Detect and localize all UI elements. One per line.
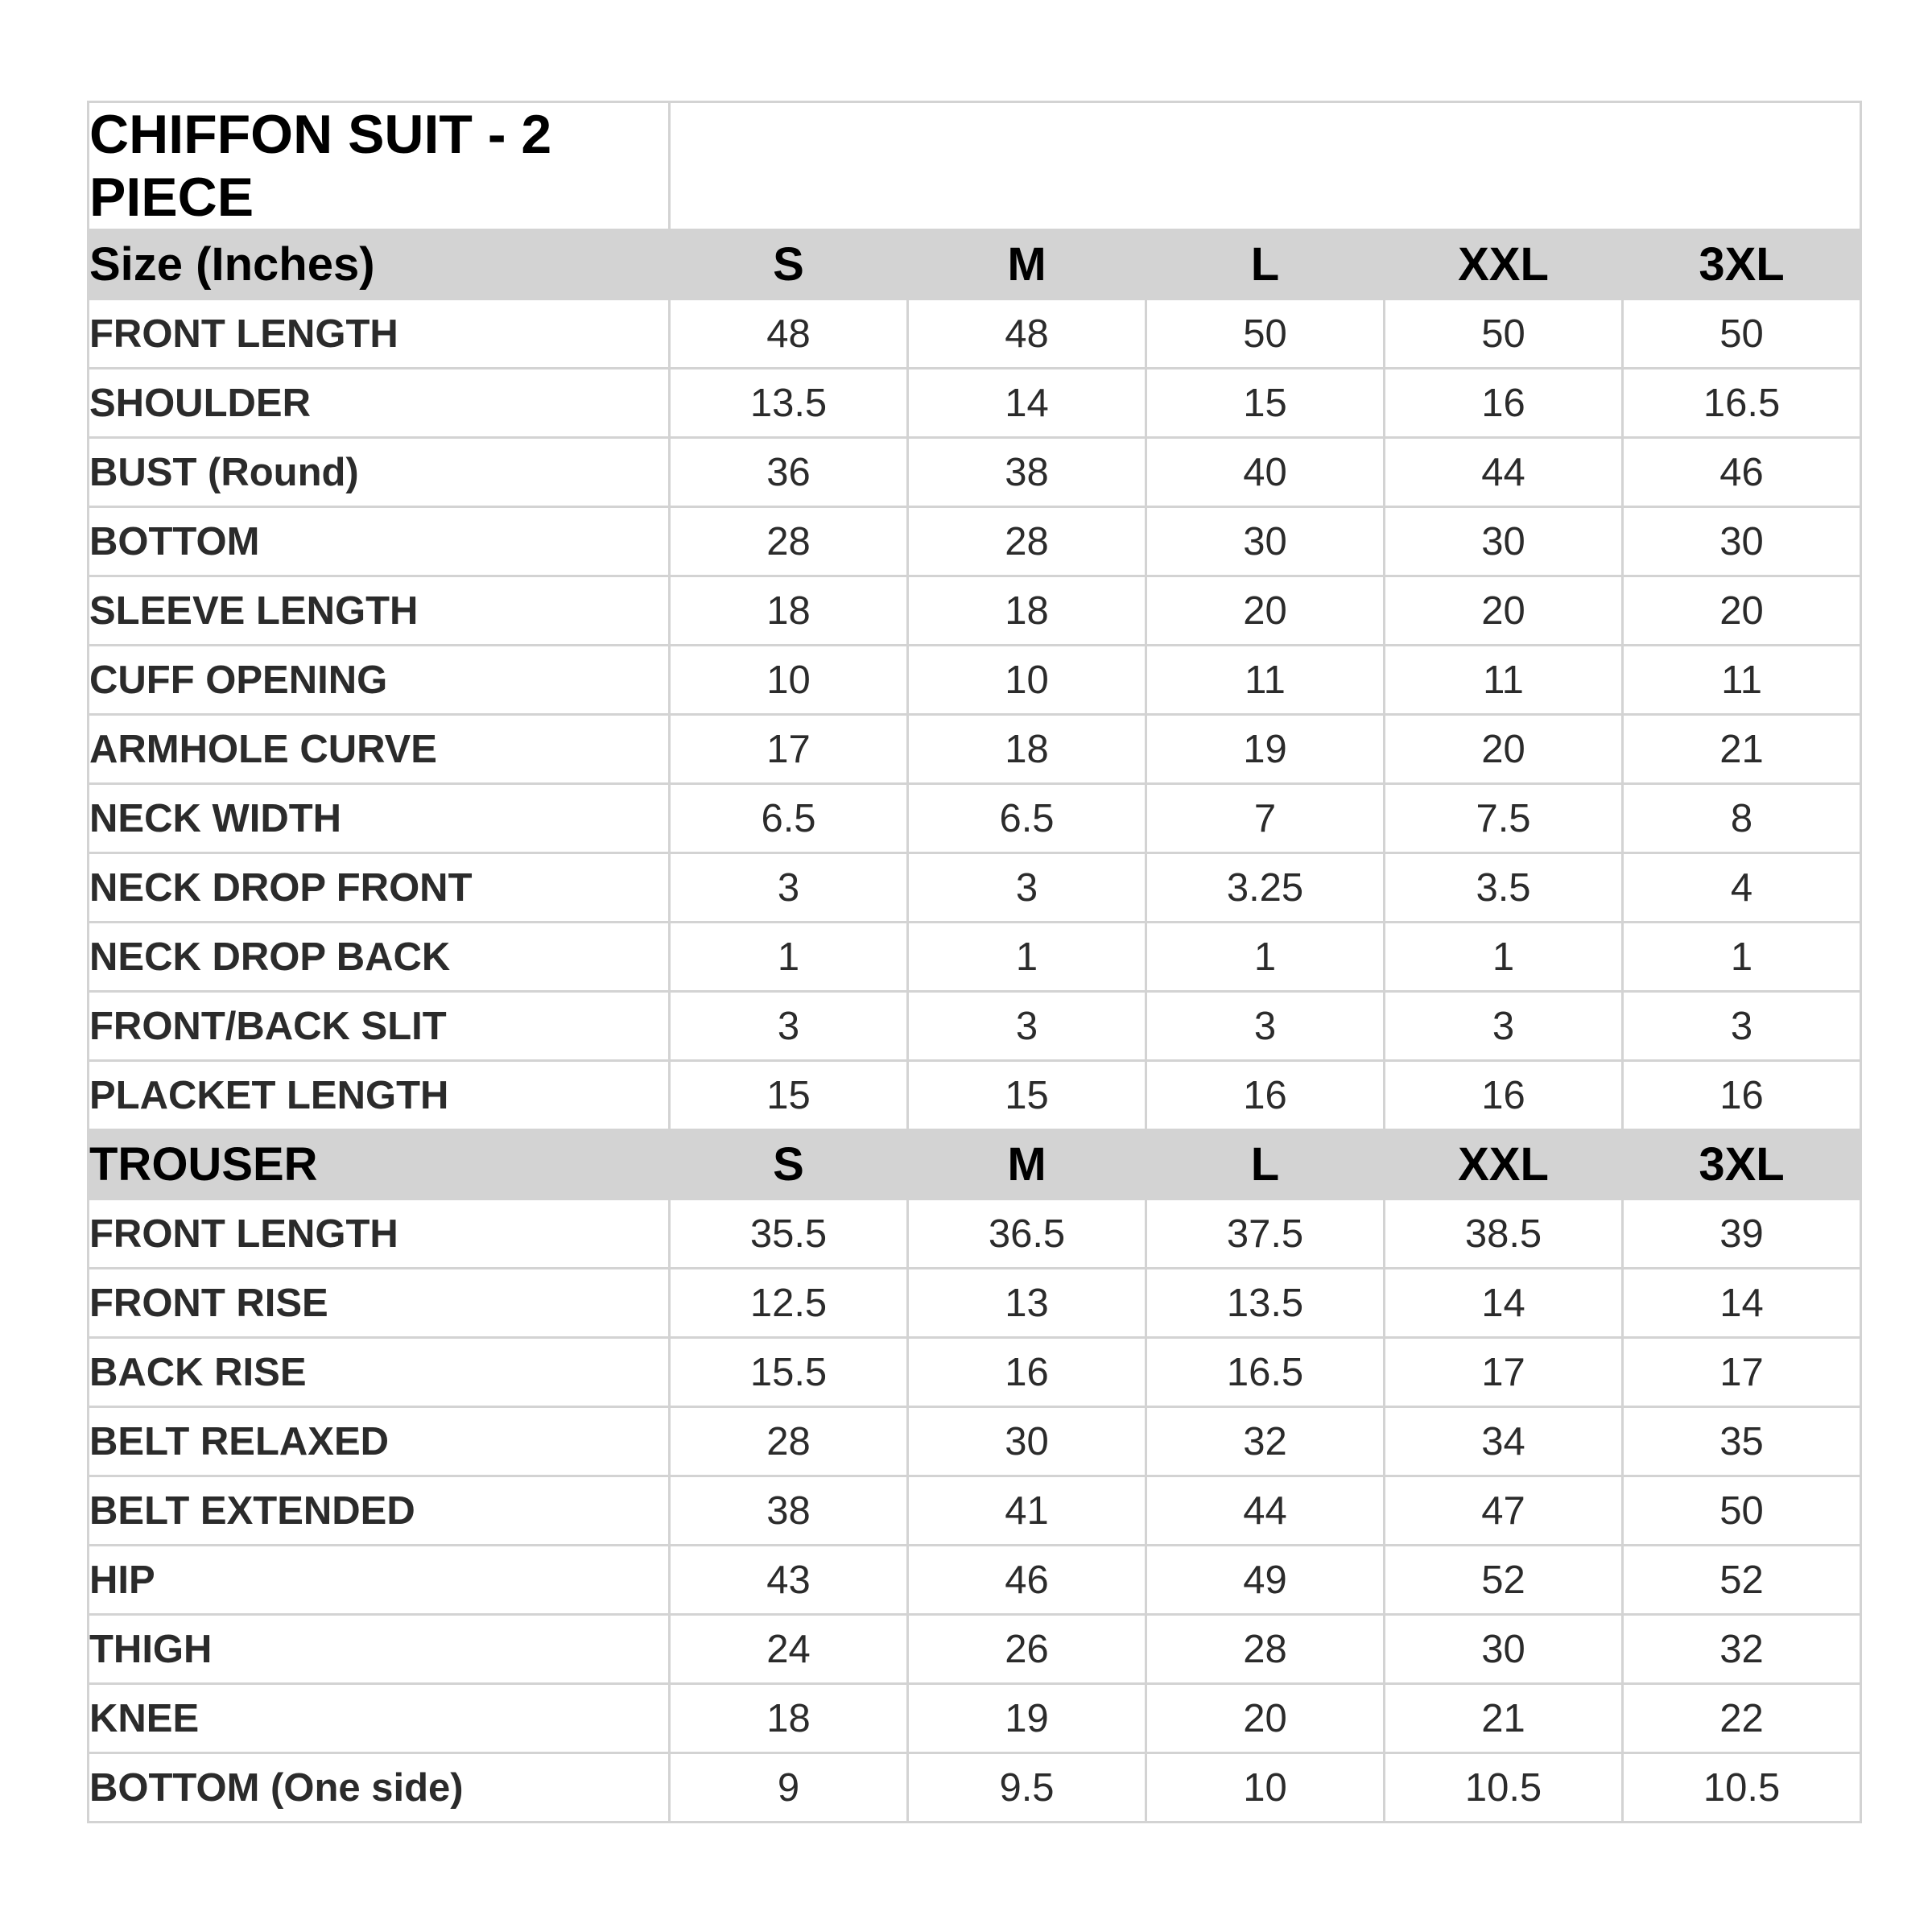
table-row bbox=[89, 369, 1861, 438]
measurement-value: 3 bbox=[1146, 992, 1385, 1061]
measurement-value: 1 bbox=[1385, 923, 1623, 992]
table-row bbox=[89, 438, 1861, 507]
measurement-value: 13.5 bbox=[670, 369, 908, 438]
size-column-header: XXL bbox=[1385, 230, 1623, 299]
measurement-value: 44 bbox=[1146, 1476, 1385, 1546]
measurement-label: FRONT LENGTH bbox=[89, 1199, 670, 1269]
measurement-label: PLACKET LENGTH bbox=[89, 1061, 670, 1130]
measurement-value: 18 bbox=[670, 576, 908, 646]
measurement-value: 16 bbox=[1623, 1061, 1861, 1130]
measurement-value: 30 bbox=[908, 1407, 1146, 1476]
measurement-value: 15.5 bbox=[670, 1338, 908, 1407]
section-header-row bbox=[89, 1130, 1861, 1199]
measurement-value: 17 bbox=[1385, 1338, 1623, 1407]
measurement-value: 22 bbox=[1623, 1684, 1861, 1753]
measurement-value: 36.5 bbox=[908, 1199, 1146, 1269]
table-row bbox=[89, 715, 1861, 784]
size-column-header: S bbox=[670, 230, 908, 299]
measurement-value: 10.5 bbox=[1623, 1753, 1861, 1823]
measurement-value: 1 bbox=[670, 923, 908, 992]
table-row bbox=[89, 299, 1861, 369]
measurement-value: 3 bbox=[670, 853, 908, 923]
measurement-value: 13.5 bbox=[1146, 1269, 1385, 1338]
measurement-value: 50 bbox=[1623, 299, 1861, 369]
measurement-value: 16 bbox=[1385, 1061, 1623, 1130]
measurement-value: 46 bbox=[908, 1546, 1146, 1615]
measurement-value: 3 bbox=[1385, 992, 1623, 1061]
measurement-value: 36 bbox=[670, 438, 908, 507]
measurement-value: 50 bbox=[1623, 1476, 1861, 1546]
measurement-value: 49 bbox=[1146, 1546, 1385, 1615]
measurement-label: BELT EXTENDED bbox=[89, 1476, 670, 1546]
measurement-value: 39 bbox=[1623, 1199, 1861, 1269]
measurement-value: 17 bbox=[670, 715, 908, 784]
measurement-value: 34 bbox=[1385, 1407, 1623, 1476]
size-column-header: L bbox=[1146, 1130, 1385, 1199]
measurement-value: 9.5 bbox=[908, 1753, 1146, 1823]
measurement-value: 32 bbox=[1623, 1615, 1861, 1684]
measurement-value: 28 bbox=[670, 507, 908, 576]
measurement-value: 50 bbox=[1146, 299, 1385, 369]
measurement-label: BUST (Round) bbox=[89, 438, 670, 507]
measurement-label: FRONT RISE bbox=[89, 1269, 670, 1338]
measurement-value: 10 bbox=[670, 646, 908, 715]
measurement-value: 3.5 bbox=[1385, 853, 1623, 923]
measurement-label: THIGH bbox=[89, 1615, 670, 1684]
measurement-value: 16 bbox=[1385, 369, 1623, 438]
measurement-value: 16.5 bbox=[1623, 369, 1861, 438]
size-chart-table bbox=[87, 101, 1862, 1823]
measurement-value: 48 bbox=[908, 299, 1146, 369]
measurement-label: FRONT/BACK SLIT bbox=[89, 992, 670, 1061]
table-row bbox=[89, 507, 1861, 576]
measurement-value: 9 bbox=[670, 1753, 908, 1823]
measurement-value: 16.5 bbox=[1146, 1338, 1385, 1407]
table-row bbox=[89, 646, 1861, 715]
measurement-value: 15 bbox=[1146, 369, 1385, 438]
measurement-value: 35 bbox=[1623, 1407, 1861, 1476]
measurement-value: 1 bbox=[908, 923, 1146, 992]
measurement-label: KNEE bbox=[89, 1684, 670, 1753]
measurement-value: 38 bbox=[670, 1476, 908, 1546]
measurement-value: 46 bbox=[1623, 438, 1861, 507]
measurement-value: 20 bbox=[1385, 715, 1623, 784]
table-row bbox=[89, 576, 1861, 646]
measurement-value: 17 bbox=[1623, 1338, 1861, 1407]
measurement-value: 28 bbox=[908, 507, 1146, 576]
measurement-value: 3.25 bbox=[1146, 853, 1385, 923]
measurement-value: 3 bbox=[670, 992, 908, 1061]
measurement-value: 15 bbox=[670, 1061, 908, 1130]
measurement-label: NECK WIDTH bbox=[89, 784, 670, 853]
measurement-value: 32 bbox=[1146, 1407, 1385, 1476]
measurement-value: 10 bbox=[1146, 1753, 1385, 1823]
measurement-value: 14 bbox=[1623, 1269, 1861, 1338]
measurement-label: BACK RISE bbox=[89, 1338, 670, 1407]
measurement-value: 30 bbox=[1623, 507, 1861, 576]
measurement-value: 1 bbox=[1146, 923, 1385, 992]
measurement-value: 28 bbox=[1146, 1615, 1385, 1684]
table-row bbox=[89, 784, 1861, 853]
measurement-value: 19 bbox=[1146, 715, 1385, 784]
measurement-value: 7 bbox=[1146, 784, 1385, 853]
table-row bbox=[89, 853, 1861, 923]
measurement-label: BOTTOM bbox=[89, 507, 670, 576]
measurement-value: 26 bbox=[908, 1615, 1146, 1684]
measurement-value: 30 bbox=[1385, 1615, 1623, 1684]
size-column-header: XXL bbox=[1385, 1130, 1623, 1199]
table-row bbox=[89, 1615, 1861, 1684]
measurement-value: 41 bbox=[908, 1476, 1146, 1546]
measurement-value: 10 bbox=[908, 646, 1146, 715]
table-row bbox=[89, 1476, 1861, 1546]
size-column-header: M bbox=[908, 1130, 1146, 1199]
measurement-value: 11 bbox=[1146, 646, 1385, 715]
size-column-header: S bbox=[670, 1130, 908, 1199]
measurement-value: 20 bbox=[1146, 576, 1385, 646]
measurement-label: BELT RELAXED bbox=[89, 1407, 670, 1476]
table-row bbox=[89, 1684, 1861, 1753]
size-column-header: L bbox=[1146, 230, 1385, 299]
table-row bbox=[89, 1546, 1861, 1615]
measurement-value: 16 bbox=[1146, 1061, 1385, 1130]
size-column-header: 3XL bbox=[1623, 1130, 1861, 1199]
measurement-label: FRONT LENGTH bbox=[89, 299, 670, 369]
measurement-label: NECK DROP FRONT bbox=[89, 853, 670, 923]
measurement-value: 11 bbox=[1385, 646, 1623, 715]
measurement-value: 38.5 bbox=[1385, 1199, 1623, 1269]
measurement-value: 20 bbox=[1623, 576, 1861, 646]
measurement-value: 18 bbox=[908, 576, 1146, 646]
measurement-value: 3 bbox=[908, 992, 1146, 1061]
measurement-value: 4 bbox=[1623, 853, 1861, 923]
measurement-label: ARMHOLE CURVE bbox=[89, 715, 670, 784]
title-row bbox=[89, 102, 1861, 230]
measurement-value: 18 bbox=[670, 1684, 908, 1753]
measurement-label: NECK DROP BACK bbox=[89, 923, 670, 992]
measurement-value: 21 bbox=[1385, 1684, 1623, 1753]
size-chart-body bbox=[89, 102, 1861, 1823]
measurement-value: 8 bbox=[1623, 784, 1861, 853]
table-row bbox=[89, 1199, 1861, 1269]
measurement-value: 48 bbox=[670, 299, 908, 369]
measurement-label: BOTTOM (One side) bbox=[89, 1753, 670, 1823]
measurement-value: 52 bbox=[1385, 1546, 1623, 1615]
size-column-header: M bbox=[908, 230, 1146, 299]
table-row bbox=[89, 923, 1861, 992]
measurement-label: SLEEVE LENGTH bbox=[89, 576, 670, 646]
measurement-label: SHOULDER bbox=[89, 369, 670, 438]
measurement-value: 20 bbox=[1385, 576, 1623, 646]
measurement-value: 6.5 bbox=[670, 784, 908, 853]
measurement-value: 12.5 bbox=[670, 1269, 908, 1338]
measurement-value: 50 bbox=[1385, 299, 1623, 369]
table-row bbox=[89, 1338, 1861, 1407]
size-column-header: 3XL bbox=[1623, 230, 1861, 299]
measurement-value: 3 bbox=[908, 853, 1146, 923]
measurement-value: 13 bbox=[908, 1269, 1146, 1338]
measurement-value: 14 bbox=[908, 369, 1146, 438]
table-row bbox=[89, 1407, 1861, 1476]
measurement-value: 1 bbox=[1623, 923, 1861, 992]
section-label: TROUSER bbox=[89, 1130, 670, 1199]
measurement-value: 7.5 bbox=[1385, 784, 1623, 853]
measurement-value: 35.5 bbox=[670, 1199, 908, 1269]
measurement-value: 11 bbox=[1623, 646, 1861, 715]
measurement-value: 6.5 bbox=[908, 784, 1146, 853]
measurement-value: 38 bbox=[908, 438, 1146, 507]
measurement-value: 10.5 bbox=[1385, 1753, 1623, 1823]
measurement-value: 18 bbox=[908, 715, 1146, 784]
measurement-value: 16 bbox=[908, 1338, 1146, 1407]
table-row bbox=[89, 992, 1861, 1061]
measurement-value: 24 bbox=[670, 1615, 908, 1684]
title-filler bbox=[670, 102, 1861, 230]
measurement-value: 44 bbox=[1385, 438, 1623, 507]
measurement-label: HIP bbox=[89, 1546, 670, 1615]
measurement-value: 37.5 bbox=[1146, 1199, 1385, 1269]
measurement-label: CUFF OPENING bbox=[89, 646, 670, 715]
measurement-value: 30 bbox=[1146, 507, 1385, 576]
table-row bbox=[89, 1269, 1861, 1338]
measurement-value: 3 bbox=[1623, 992, 1861, 1061]
chart-title: CHIFFON SUIT - 2 PIECE bbox=[89, 102, 670, 230]
measurement-value: 14 bbox=[1385, 1269, 1623, 1338]
measurement-value: 47 bbox=[1385, 1476, 1623, 1546]
measurement-value: 20 bbox=[1146, 1684, 1385, 1753]
measurement-value: 30 bbox=[1385, 507, 1623, 576]
table-row bbox=[89, 1753, 1861, 1823]
section-header-row bbox=[89, 230, 1861, 299]
measurement-value: 15 bbox=[908, 1061, 1146, 1130]
measurement-value: 19 bbox=[908, 1684, 1146, 1753]
measurement-value: 28 bbox=[670, 1407, 908, 1476]
section-label: Size (Inches) bbox=[89, 230, 670, 299]
measurement-value: 52 bbox=[1623, 1546, 1861, 1615]
measurement-value: 40 bbox=[1146, 438, 1385, 507]
measurement-value: 21 bbox=[1623, 715, 1861, 784]
measurement-value: 43 bbox=[670, 1546, 908, 1615]
table-row bbox=[89, 1061, 1861, 1130]
